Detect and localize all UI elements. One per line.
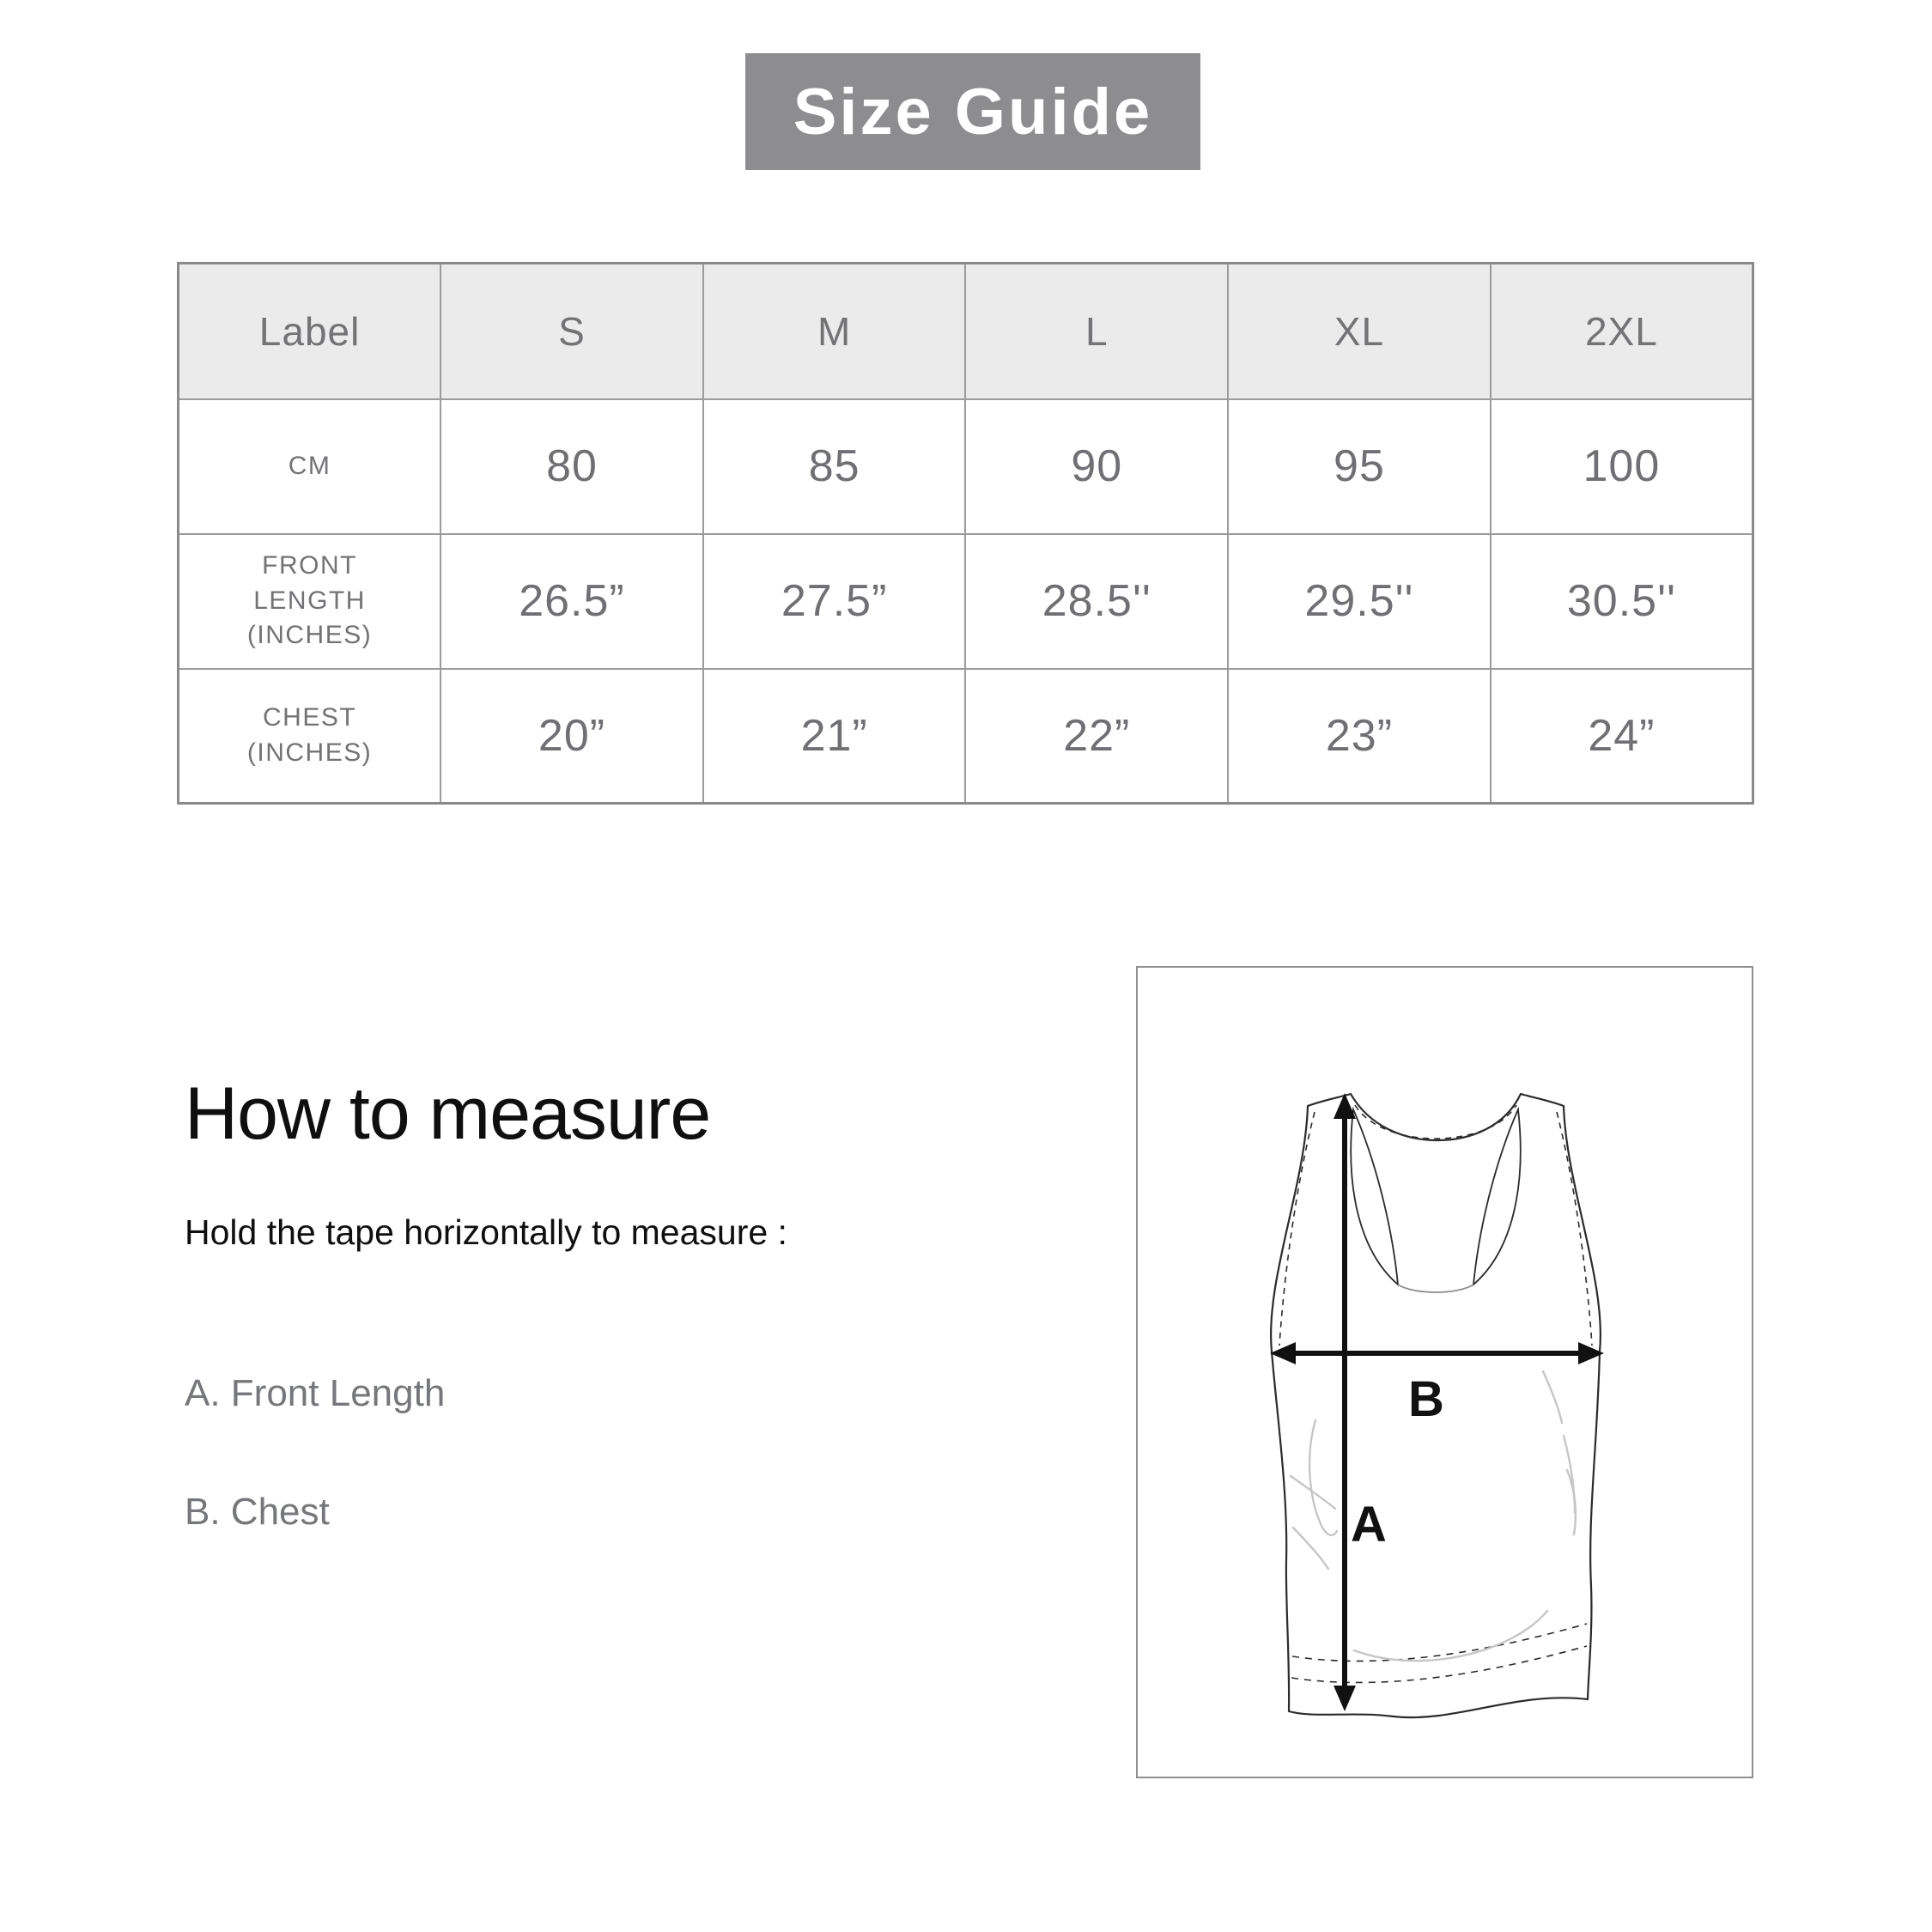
header-cell-m: M bbox=[703, 264, 966, 399]
table-row-cm bbox=[179, 399, 1753, 534]
size-guide-banner bbox=[745, 53, 1200, 170]
table-row-chest bbox=[179, 669, 1753, 804]
header-cell-2xl: 2XL bbox=[1491, 264, 1753, 399]
table-row-front-length bbox=[179, 534, 1753, 669]
row-label-cm bbox=[179, 399, 441, 534]
cell-cm-xl: 95 bbox=[1228, 399, 1491, 534]
label-a-front-length: A bbox=[1351, 1497, 1387, 1552]
cell-cm-m: 85 bbox=[703, 399, 966, 534]
cell-frontlength-l: 28.5'' bbox=[965, 534, 1228, 669]
row-label-line: (INCHES) bbox=[246, 621, 373, 650]
header-cell-label: Label bbox=[179, 264, 441, 399]
cell-chest-s: 20” bbox=[440, 669, 703, 804]
how-to-measure-title: How to measure bbox=[185, 1072, 711, 1155]
row-label-line: LENGTH bbox=[253, 586, 366, 615]
header-cell-xl: XL bbox=[1228, 264, 1491, 399]
row-label-front-length bbox=[179, 534, 441, 669]
row-label-line: FRONT bbox=[262, 551, 357, 580]
cell-chest-2xl: 24” bbox=[1491, 669, 1753, 804]
measure-item-front-length: A. Front Length bbox=[185, 1372, 446, 1414]
cell-chest-m: 21” bbox=[703, 669, 966, 804]
page-title: Size Guide bbox=[793, 75, 1153, 149]
row-label-line: (INCHES) bbox=[246, 738, 373, 767]
cell-cm-2xl: 100 bbox=[1491, 399, 1753, 534]
cell-frontlength-2xl: 30.5'' bbox=[1491, 534, 1753, 669]
row-label-chest bbox=[179, 669, 441, 804]
header-cell-s: S bbox=[440, 264, 703, 399]
cell-chest-xl: 23” bbox=[1228, 669, 1491, 804]
measure-item-chest: B. Chest bbox=[185, 1491, 330, 1533]
cell-frontlength-m: 27.5” bbox=[703, 534, 966, 669]
size-table-header-row bbox=[179, 264, 1753, 399]
tank-top-illustration bbox=[1138, 968, 1752, 1777]
measurement-diagram-box bbox=[1136, 966, 1753, 1778]
cell-cm-l: 90 bbox=[965, 399, 1228, 534]
row-label-line: CM bbox=[288, 451, 331, 480]
cell-frontlength-s: 26.5” bbox=[440, 534, 703, 669]
measure-instruction: Hold the tape horizontally to measure : bbox=[185, 1212, 787, 1252]
header-cell-l: L bbox=[965, 264, 1228, 399]
size-table bbox=[177, 262, 1754, 805]
cell-chest-l: 22” bbox=[965, 669, 1228, 804]
row-label-line: CHEST bbox=[262, 703, 357, 732]
cell-frontlength-xl: 29.5'' bbox=[1228, 534, 1491, 669]
cell-cm-s: 80 bbox=[440, 399, 703, 534]
label-b-chest: B bbox=[1408, 1371, 1444, 1427]
